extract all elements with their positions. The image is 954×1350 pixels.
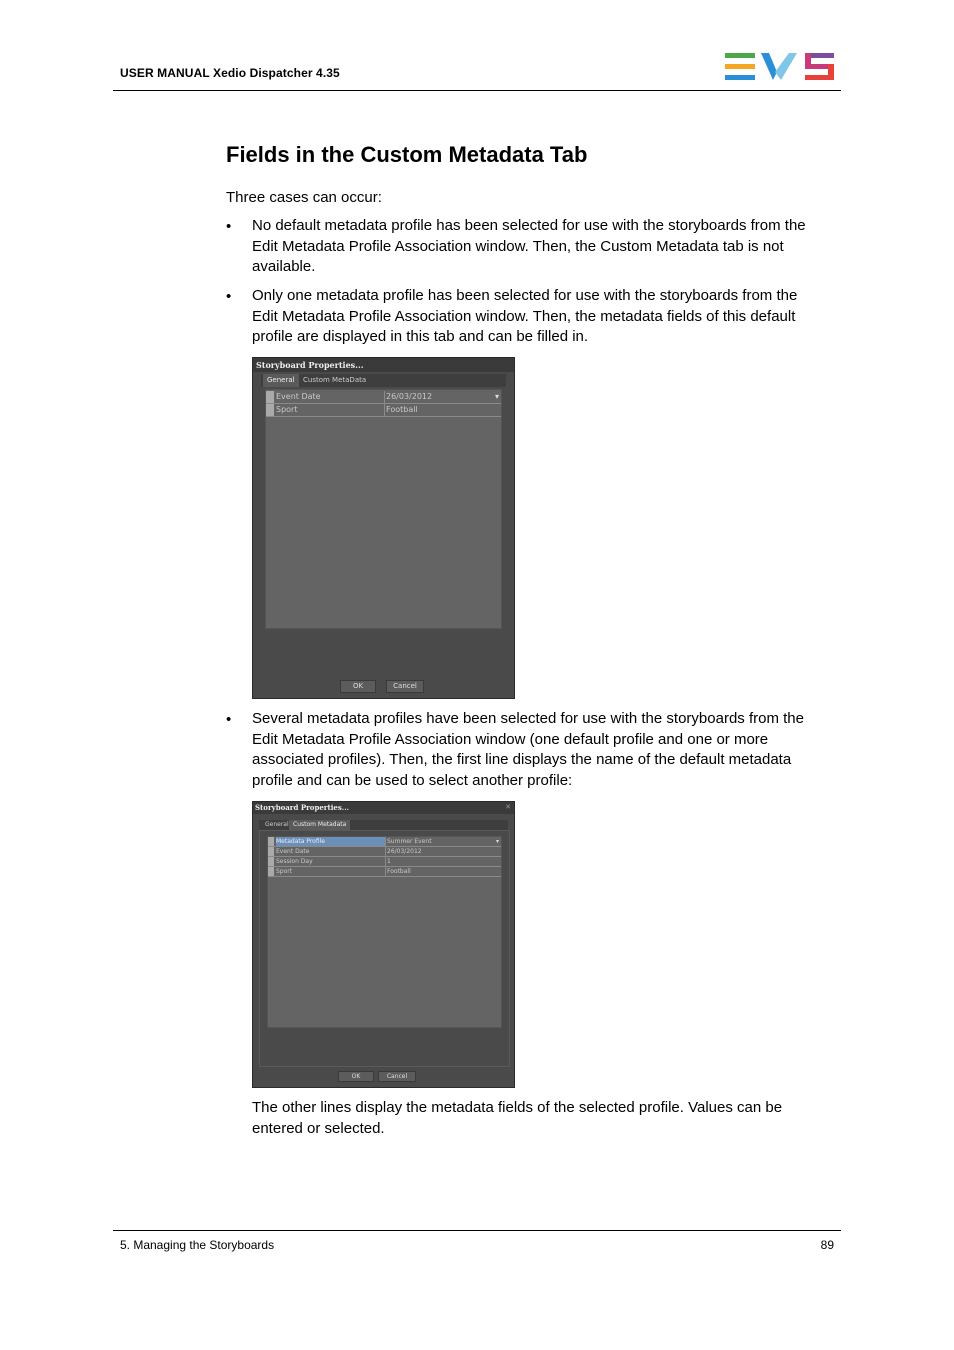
- logo-v-left: [761, 53, 777, 80]
- footer-chapter: 5. Managing the Storyboards: [120, 1238, 275, 1252]
- close-icon[interactable]: ✕: [505, 803, 511, 811]
- field-name: Event Date: [276, 847, 386, 856]
- metadata-grid: [265, 389, 502, 629]
- bullet-marker: •: [226, 218, 232, 235]
- bullet-text: Only one metadata profile has been selected for use with the storyboards from the Edit Metadata Profile Association window. Then, the metadata fields of this default profile are displayed in this tab and can be filled in.: [252, 287, 798, 345]
- logo-v-right: [775, 53, 797, 80]
- bullet-marker: •: [226, 711, 232, 728]
- section-title: Fields in the Custom Metadata Tab: [226, 142, 588, 167]
- tab-custom-metadata[interactable]: Custom Metadata: [289, 820, 350, 830]
- field-name: Metadata Profile: [276, 837, 386, 846]
- field-value[interactable]: 26/03/2012: [386, 392, 433, 401]
- field-value[interactable]: Summer Event: [387, 838, 432, 845]
- field-name: Sport: [276, 867, 386, 876]
- evs-logo: [725, 52, 835, 82]
- metadata-grid: [267, 836, 502, 1028]
- tab-general[interactable]: General: [265, 821, 289, 828]
- tab-custom-metadata[interactable]: Custom MetaData: [303, 376, 367, 384]
- logo-e-bar-mid: [725, 64, 755, 69]
- dialog-title: Storyboard Properties...: [253, 358, 514, 372]
- cancel-button[interactable]: Cancel: [386, 680, 424, 693]
- footer-rule: [113, 1230, 841, 1231]
- table-row[interactable]: [268, 857, 501, 867]
- field-value[interactable]: 26/03/2012: [387, 848, 422, 855]
- dropdown-arrow-icon[interactable]: ▾: [495, 838, 499, 845]
- cancel-button[interactable]: Cancel: [378, 1071, 416, 1082]
- storyboard-properties-dialog: [252, 357, 515, 699]
- table-row[interactable]: [268, 837, 501, 847]
- ok-button[interactable]: OK: [338, 1071, 374, 1082]
- header-title: USER MANUAL Xedio Dispatcher 4.35: [120, 66, 340, 80]
- field-value[interactable]: 1: [387, 858, 391, 865]
- field-name: Event Date: [276, 391, 385, 403]
- logo-e-bar-bot: [725, 75, 755, 80]
- table-row[interactable]: [268, 847, 501, 857]
- bullet-text: Several metadata profiles have been selected for use with the storyboards from the Edit Metadata Profile Association window (one default profile and one or more associated profiles). Then, the first line displays the name of the default metadata profile and can be used to select another profile:: [252, 710, 804, 789]
- table-row[interactable]: [268, 867, 501, 877]
- tab-general[interactable]: General: [263, 374, 299, 387]
- field-name: Sport: [276, 404, 385, 416]
- bullet-text: No default metadata profile has been selected for use with the storyboards from the Edit Metadata Profile Association window. Then, the Custom Metadata tab is not available.: [252, 217, 806, 275]
- field-name: Session Day: [276, 857, 386, 866]
- closing-text: The other lines display the metadata fields of the selected profile. Values can be entered or selected.: [252, 1099, 783, 1137]
- intro-text: Three cases can occur:: [226, 189, 382, 206]
- header-rule: [113, 90, 841, 91]
- table-row[interactable]: [266, 404, 501, 417]
- logo-s-bot: [805, 75, 834, 80]
- bullet-marker: •: [226, 288, 232, 305]
- dialog-tab-bar: [261, 374, 506, 387]
- table-row[interactable]: [266, 391, 501, 404]
- field-value[interactable]: Football: [386, 405, 418, 414]
- dialog-title: Storyboard Properties...: [253, 802, 514, 814]
- dialog-tab-bar: [259, 820, 508, 830]
- page-number: 89: [820, 1238, 834, 1252]
- field-value[interactable]: Football: [387, 868, 411, 875]
- ok-button[interactable]: OK: [340, 680, 376, 693]
- storyboard-properties-dialog: [252, 801, 515, 1088]
- dropdown-arrow-icon[interactable]: ▾: [494, 392, 499, 401]
- logo-e-bar-top: [725, 53, 755, 58]
